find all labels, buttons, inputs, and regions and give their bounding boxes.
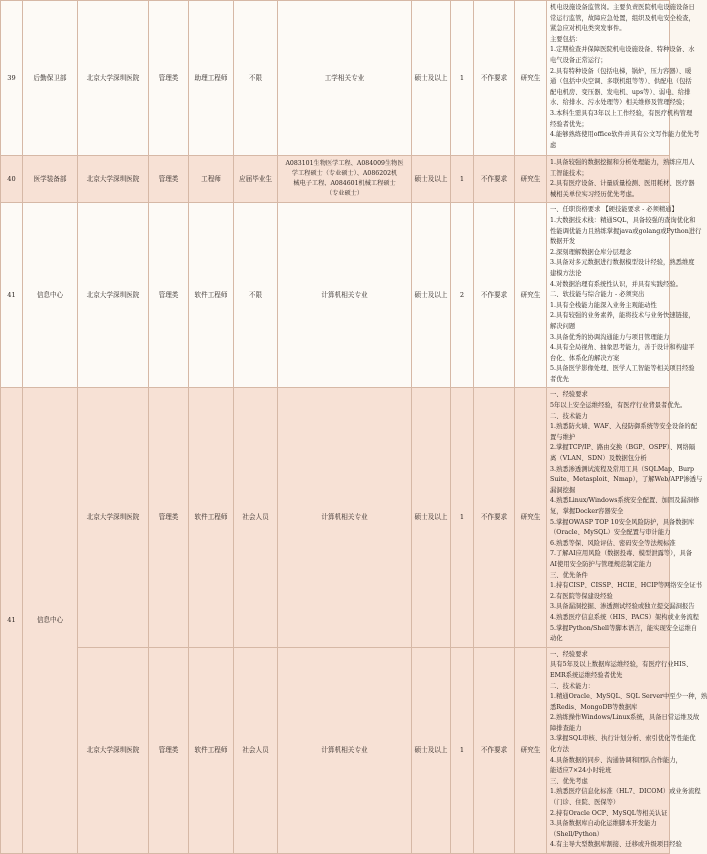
department: 信息中心: [23, 388, 78, 854]
requirement-line: 虑: [550, 141, 557, 149]
requirement-line: 电气设备正常运行；: [550, 56, 607, 64]
requirement-line: 1.定期检查并保障医院机电设施设备、特种设备、水: [550, 46, 695, 54]
requirement-line: 1.熟悉医疗信息化标准（HL7、DICOM）或业务流程: [550, 788, 701, 796]
requirements: [547, 1, 700, 156]
education: 研究生: [515, 156, 547, 203]
requirement-line: 6.熟悉等保、风险评估、密码安全等法规标准: [550, 539, 676, 547]
requirement-line: 二、技术能力：: [550, 682, 595, 690]
requirement-line: 紧急应对机电类突发事件。: [550, 25, 626, 33]
age-requirement: 不作要求: [474, 156, 515, 203]
requirements: [547, 156, 695, 203]
major: 计算机相关专业: [278, 647, 412, 853]
major: 计算机相关专业: [278, 203, 412, 388]
requirement-line: 4.熟悉医疗信息系统（HIS、PACS）架构或业务流程: [550, 613, 699, 621]
requirement-line: 一、经验要求: [550, 391, 588, 399]
hospital: 北京大学深圳医院: [78, 203, 149, 388]
requirement-line: 5.掌握Python/Shell等脚本语言，能实现安全运维自: [550, 624, 698, 632]
headcount: 2: [451, 203, 474, 388]
degree: 硕士及以上: [412, 156, 451, 203]
table-row: [1, 1, 670, 156]
requirement-line: 经验者优先；: [550, 120, 588, 128]
department: 信息中心: [23, 203, 78, 388]
requirement-line: 2.深刻理解数据仓库分层理念: [550, 248, 632, 256]
requirement-line: Suite、Metasploit、Nmap），了解Web/APP渗透与: [550, 476, 703, 484]
job-category: 管理类: [149, 203, 189, 388]
age-requirement: 不作要求: [474, 1, 515, 156]
recruit-type: 社会人员: [234, 388, 278, 647]
requirement-line: 4.能够熟练使用office软件并具有公文写作能力优先考: [550, 131, 700, 139]
requirement-line: 3.熟悉渗透测试流程及常用工具（SQLMap、Burp: [550, 465, 695, 473]
requirement-line: 2.具有较强的业务素养，能将技术与业务快速链接，: [550, 312, 695, 320]
requirement-line: 配电机房、变压器、发电机、ups等）、弱电、给排: [550, 88, 691, 96]
requirement-line: 者优先: [550, 375, 569, 383]
requirement-line: 置与维护: [550, 433, 576, 441]
requirement-line: 2.持有Oracle OCP、MySQL等相关认证: [550, 809, 668, 817]
education: 研究生: [515, 1, 547, 156]
requirement-line: 解决问题: [550, 322, 576, 330]
requirement-line: 5年以上安全运维经验，有医疗行业背景者优先。: [550, 402, 687, 410]
age-requirement: 不作要求: [474, 647, 515, 853]
requirement-line: （Oracle、MySQL）安全配置与审计能力: [550, 529, 671, 537]
requirement-line: 一、任职资格要求 【硬技能要求 - 必须精通】: [550, 206, 678, 214]
requirement-line: 化方法: [550, 746, 569, 754]
requirement-line: 二、技术能力: [550, 412, 588, 420]
job-category: 管理类: [149, 1, 189, 156]
requirement-line: 工智能技术；: [550, 169, 588, 177]
major: [278, 156, 412, 203]
degree: 硕士及以上: [412, 388, 451, 647]
requirement-line: 二、软技能与综合能力 - 必须突出: [550, 291, 645, 299]
requirement-line: （门诊、住院、医保等）: [550, 799, 620, 807]
requirement-line: 1.具有全栈能力能深入业务主观能动性: [550, 301, 657, 309]
requirement-line: 1.精通Oracle、MySQL、SQL Server中至少一种，熟: [550, 693, 707, 701]
job-category: 管理类: [149, 156, 189, 203]
requirement-line: 能适应7×24小时轮班: [550, 767, 612, 775]
recruit-type: 社会人员: [234, 647, 278, 853]
requirement-line: 性能调优能力且熟练掌握java或golang或Python进行: [550, 227, 702, 235]
requirement-line: （Shell/Python）: [550, 830, 604, 838]
job-category: 管理类: [149, 388, 189, 647]
table-row: [1, 647, 670, 853]
position-title: 助理工程师: [189, 1, 234, 156]
department: 后勤保卫部: [23, 1, 78, 156]
recruit-type: 不限: [234, 1, 278, 156]
requirement-line: 漏洞挖掘: [550, 486, 576, 494]
requirement-line: 4.具备数据的同步、沟通协调和团队合作能力，: [550, 756, 682, 764]
major: 工学相关专业: [278, 1, 412, 156]
row-number: 41: [1, 203, 23, 388]
requirement-line: 3.具备优秀的协调沟通能力与项目管理能力: [550, 333, 670, 341]
requirement-line: 三、优先考虑: [550, 777, 588, 785]
major-line: 械电子工程、A084601机械工程硕士: [293, 180, 396, 188]
requirement-line: 4.有主导大型数据库割接、迁移或升级项目经验: [550, 841, 682, 849]
headcount: 1: [451, 1, 474, 156]
requirement-line: 1.大数据技术栈：精通SQL，具备较强的查询优化和: [550, 216, 696, 224]
hospital: 北京大学深圳医院: [78, 156, 149, 203]
headcount: 1: [451, 647, 474, 853]
table-row: [1, 203, 670, 388]
degree: 硕士及以上: [412, 1, 451, 156]
requirement-line: EMR系统运维经验者优先: [550, 671, 623, 679]
requirement-line: 1.持有CISP、CISSP、HCIE、HCIP等网络安全证书: [550, 582, 702, 590]
requirement-line: 2.熟练操作Windows/Linux系统，具备日常运维及故: [550, 714, 700, 722]
row-number: 39: [1, 1, 23, 156]
requirement-line: 3.具备数据库自动化运维脚本开发能力: [550, 820, 657, 828]
requirement-line: 三、优先条件: [550, 571, 588, 579]
recruit-type: 应届毕业生: [234, 156, 278, 203]
major: 计算机相关专业: [278, 388, 412, 647]
requirement-line: 4.熟悉Linux/Windows系统安全配置、加固及漏洞修: [550, 497, 700, 505]
recruit-type: 不限: [234, 203, 278, 388]
requirement-line: 常运行监管，故障应急处置，组织及机电安全检查，: [550, 14, 695, 22]
requirement-line: 建模方法论: [550, 269, 582, 277]
position-title: 工程师: [189, 156, 234, 203]
requirement-line: 主要包括：: [550, 35, 582, 43]
row-number: 40: [1, 156, 23, 203]
requirement-line: 5.具备医学影像处理、医学人工智能等相关项目经验: [550, 365, 695, 373]
requirement-line: 悉Redis、MongoDB等数据库: [550, 703, 638, 711]
requirement-line: 4.具有全局视角、抽象思考能力，善于设计和构建平: [550, 344, 695, 352]
requirement-line: 2.具有特种设备（包括电梯，锅炉，压力容器）、暖: [550, 67, 692, 75]
age-requirement: 不作要求: [474, 203, 515, 388]
major-line: 学工程硕士（专业硕士）、A086202机: [291, 170, 398, 178]
headcount: 1: [451, 388, 474, 647]
degree: 硕士及以上: [412, 647, 451, 853]
table-row: [1, 388, 670, 647]
requirement-line: 5.掌握OWASP TOP 10安全风险防护，具备数据库: [550, 518, 695, 526]
requirement-line: 动化: [550, 635, 563, 643]
requirement-line: 3.具备对多元数据进行数据模型设计经验，熟悉维度: [550, 259, 695, 267]
requirement-line: 离（VLAN、SDN）及数据包分析: [550, 455, 647, 463]
requirement-line: 3.具备漏洞挖掘、渗透测试经验或独立提交漏洞报告: [550, 603, 695, 611]
hospital: 北京大学深圳医院: [78, 647, 149, 853]
requirement-line: 复，掌握Docker容器安全: [550, 508, 624, 515]
headcount: 1: [451, 156, 474, 203]
job-category: 管理类: [149, 647, 189, 853]
requirement-line: 数据开发: [550, 238, 576, 246]
position-title: 软件工程师: [189, 388, 234, 647]
requirement-line: 障排查能力: [550, 724, 582, 732]
requirement-line: 7.了解AI应用风险（数据投毒、模型泄露等），具备: [550, 550, 693, 558]
requirements: [547, 203, 702, 388]
degree: 硕士及以上: [412, 203, 451, 388]
education: 研究生: [515, 388, 547, 647]
education: 研究生: [515, 203, 547, 388]
age-requirement: 不作要求: [474, 388, 515, 647]
requirement-line: 4.对数据治理有系统性认识，并具有实践经验。: [550, 280, 682, 288]
requirements: [547, 388, 703, 647]
major-line: （专业硕士）: [325, 190, 364, 198]
position-title: 软件工程师: [189, 647, 234, 853]
hospital: 北京大学深圳医院: [78, 1, 149, 156]
requirement-line: 2.有医院等保建设经验: [550, 592, 613, 600]
requirement-line: 3.本科生需具有3年以上工作经验，有医疗机构管理: [550, 109, 693, 117]
row-number: 41: [1, 388, 23, 854]
requirement-line: 1.熟悉防火墙、WAF、入侵防御系统等安全设备的配: [550, 423, 698, 431]
requirements: [547, 647, 707, 853]
position-title: 软件工程师: [189, 203, 234, 388]
requirement-line: 3.掌握SQL审核、执行计划分析、索引优化等性能优: [550, 735, 696, 743]
requirement-line: 具有5年及以上数据库运维经验，有医疗行业HIS、: [550, 661, 693, 669]
major-line: A083101生物医学工程、A084009生物医: [285, 160, 404, 168]
requirement-line: 水、给排水、污水处理等）相关维修及管理经验；: [550, 99, 689, 107]
requirement-line: 通（包括中央空调、多联机组等等）、供配电（包括: [550, 78, 692, 86]
requirement-line: 一、经验要求: [550, 650, 588, 658]
requirement-line: 台化、体系化的解决方案: [550, 354, 620, 362]
requirement-line: 机电设施设备监管岗。主要负责医院机电设施设备日: [550, 4, 695, 11]
department: 医学装备部: [23, 156, 78, 203]
requirement-line: AI使用安全防护与管理规范制定能力: [550, 560, 652, 568]
table-row: [1, 156, 670, 203]
requirement-line: 2.具有医疗设备、计量质量检测、医用耗材、医疗器: [550, 180, 695, 188]
requirement-line: 1.具备较强的数据挖掘和分析处理能力，熟练应用人: [550, 159, 695, 166]
education: 研究生: [515, 647, 547, 853]
requirement-line: 2.掌握TCP/IP、路由交换（BGP、OSPF）、网络隔: [550, 444, 696, 452]
hospital: 北京大学深圳医院: [78, 388, 149, 647]
requirement-line: 械相关单位实习经历优先考虑。: [550, 190, 639, 198]
